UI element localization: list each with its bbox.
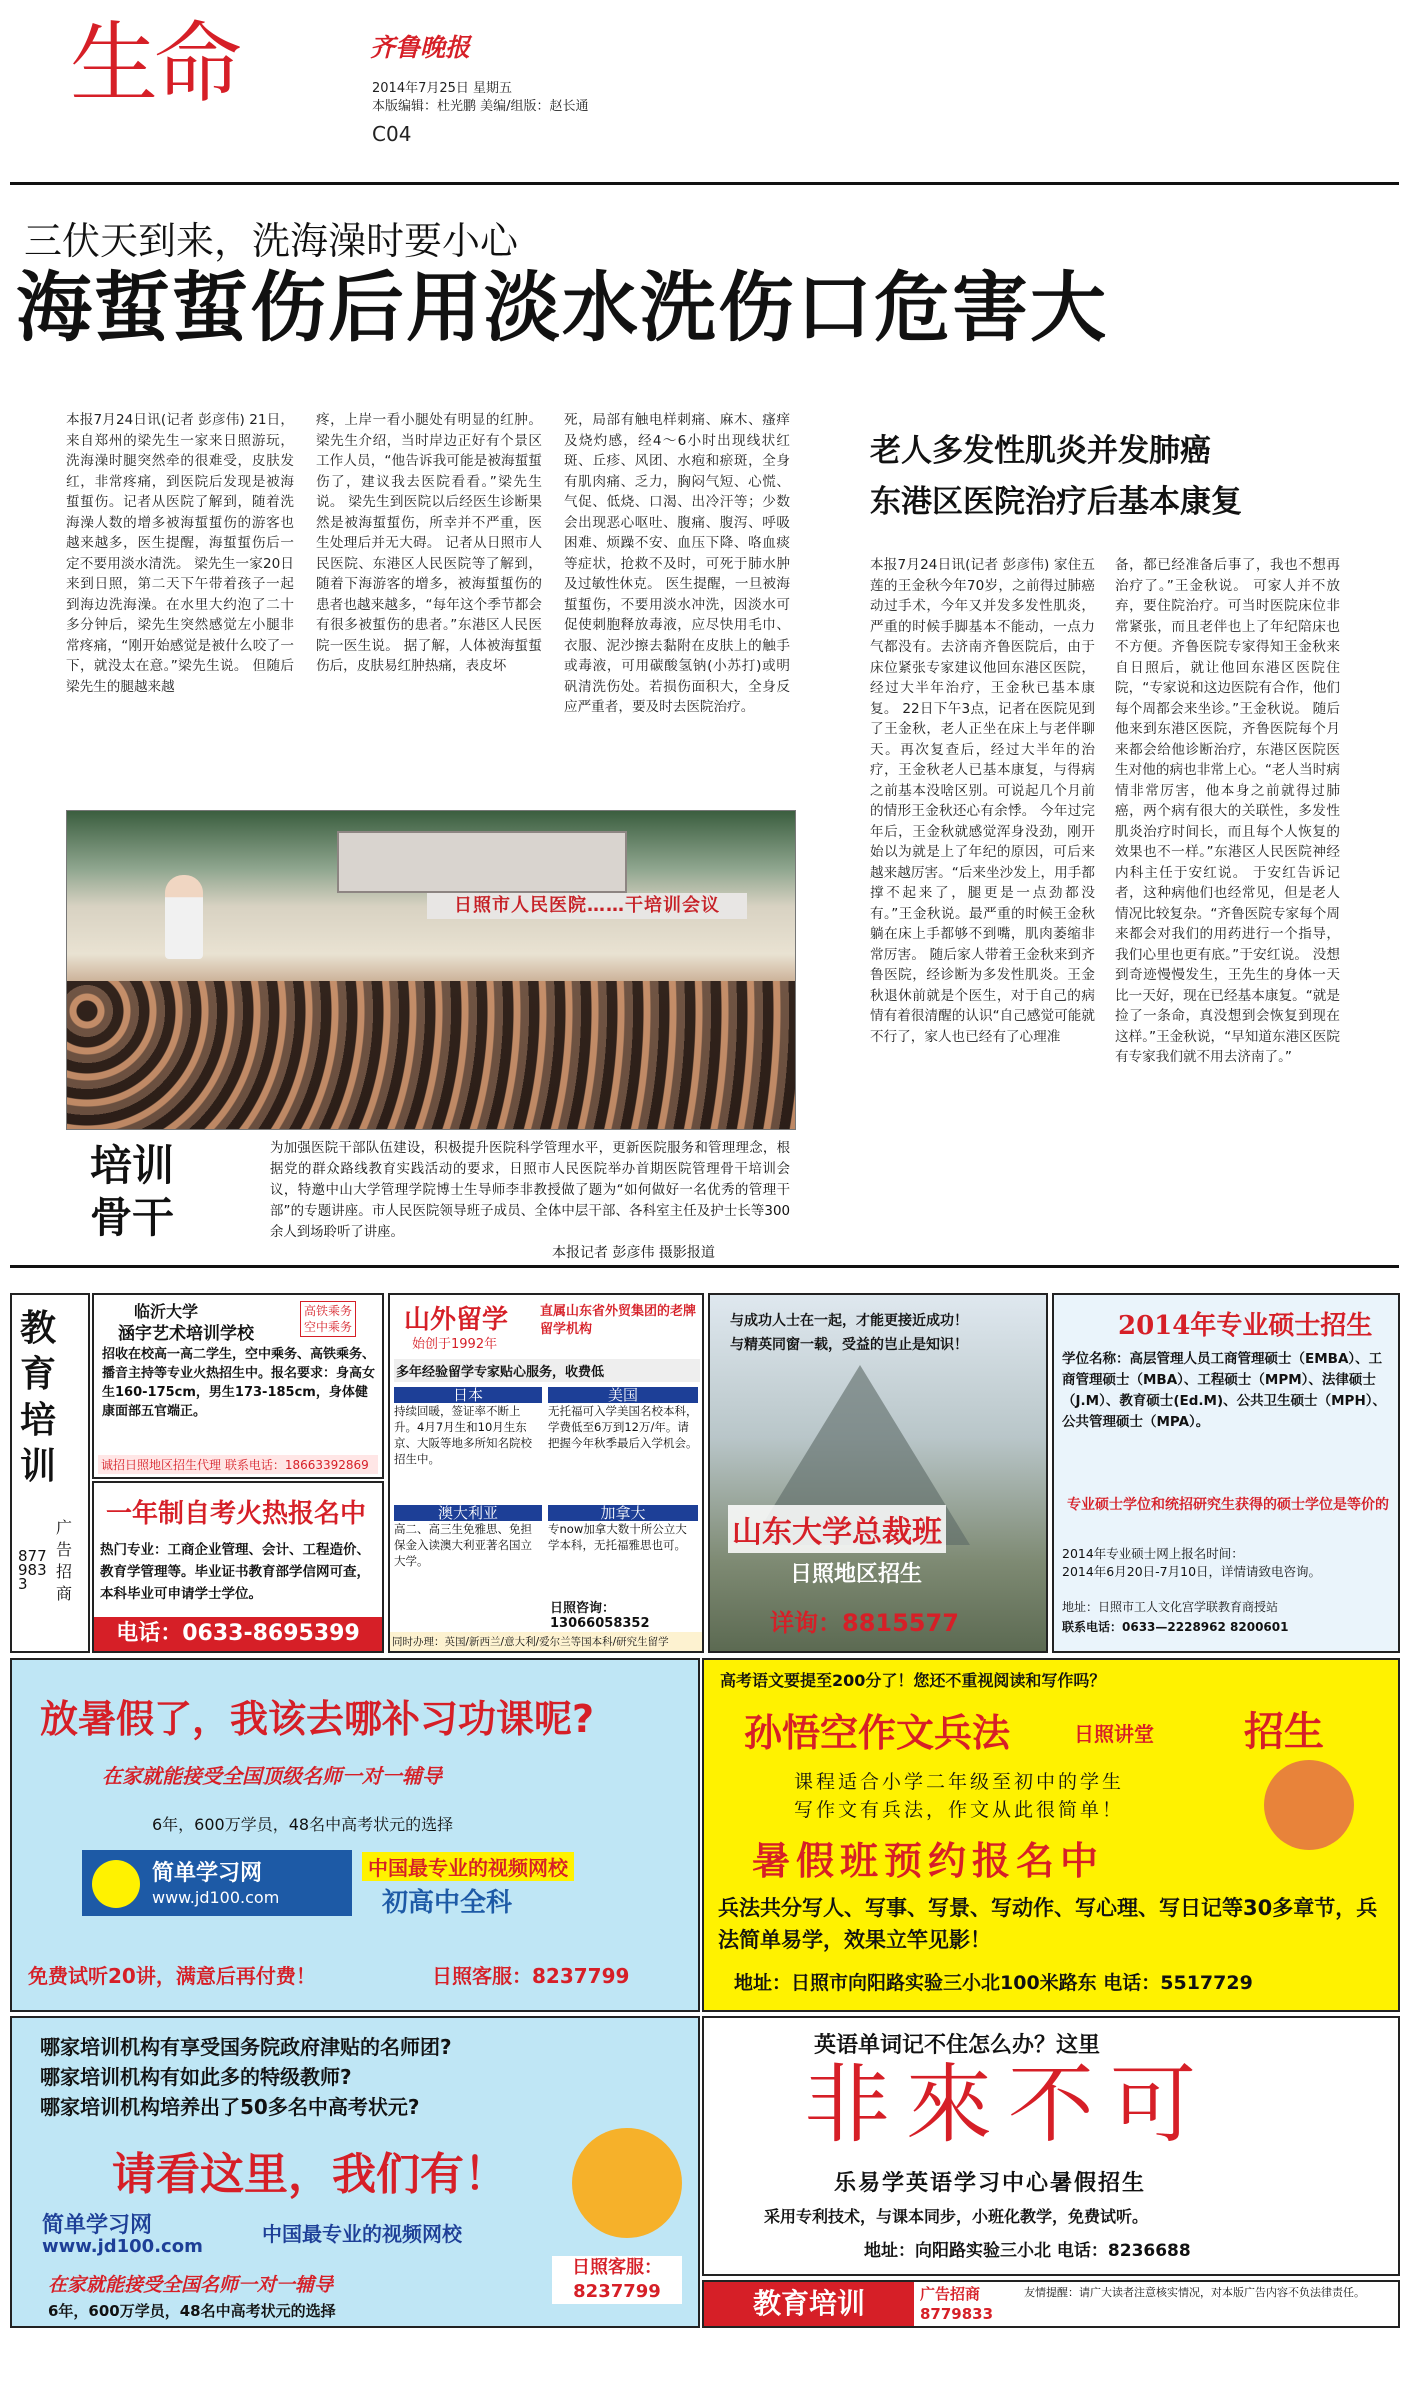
lead-headline: 海蜇蜇伤后用淡水洗伤口危害大 (16, 263, 1108, 352)
study-slogan: 多年经验留学专家贴心服务，收费低 (394, 1359, 700, 1382)
edu-ad-call: 广告招商 (56, 1518, 73, 1603)
footer-notice: 友情提醒：请广大读者注意核实情况，对本版广告内容不负法律责任。 (1024, 2286, 1365, 2299)
ad-separator-rule (10, 1265, 1399, 1268)
linyi-tag-1: 高铁乘务 (304, 1304, 353, 1318)
jd2-question-2: 哪家培训机构有如此多的特级教师? (40, 2065, 352, 2089)
linyi-contact: 诚招日照地区招生代理 联系电话：18663392869 (98, 1455, 378, 1474)
study-title: 山外留学 (404, 1305, 509, 1335)
study-canada-text: 专now加拿大数十所公立大学本科，无托福雅思也可。 (548, 1522, 687, 1552)
master-phone: 联系电话：0633—2228962 8200601 (1062, 1620, 1289, 1634)
lead-kicker: 三伏天到来，洗海澡时要小心 (24, 219, 519, 263)
jd2-phone-box (552, 2256, 682, 2304)
audience (67, 981, 796, 1129)
side-headline-2: 东港区医院治疗后基本康复 (870, 484, 1242, 520)
study-japan-label: 日本 (394, 1387, 542, 1403)
jd2-phone: 8237799 (573, 2281, 661, 2302)
sun-body (794, 1768, 1124, 1824)
study-australia-text: 高二、高三生免雅思、免担保金入读澳大利亚著名国立大学。 (394, 1522, 532, 1568)
editor-line: 本版编辑：杜光鹏 美编/组版：赵长通 (372, 99, 589, 114)
photo-credit: 本报记者 彭彦伟 摄影报道 (552, 1245, 715, 1261)
jd1-brand: 简单学习网 (152, 1861, 263, 1886)
study-abroad-ad (388, 1293, 704, 1653)
jd1-foot-2: 日照客服：8237799 (432, 1964, 630, 1988)
cartoon-bear-icon (572, 2128, 682, 2238)
master-body: 学位名称：高层管理人员工商管理硕士（EMBA）、工商管理硕士（MBA）、工程硕士（MPM）、法律硕士（J.M）、教育硕士(Ed.M)、公共卫生硕士（MPH）、公共管理硕士（MPA）。 (1062, 1351, 1386, 1430)
study-usa (548, 1387, 698, 1495)
side-column-2: 备，都已经准备后事了，我也不想再治疗了。”王金秋说。 可家人并不放弃，要住院治疗。可当时医院床位非常紧张，而且老伴也上了年纪陪床也不方便。齐鲁医院专家得知王金秋来自日照后，就让他回东港区医院住院，“专家说和这边医院有合作，他们每个周都会来坐诊。”王金秋说。 随后他来到东港区医院，齐鲁医院每个月来都会给他诊断治疗，东港区医院医生对他的病也非常上心。“老人当时病情非常厉害，他本身之前就得过肺癌，两个病有很大的关联性，多发性肌炎治疗时间长，而且每个人恢复的效果也不一样。”东港区人民医院神经内科主任于安红说。 于安红告诉记者，这种病他们也经常见，但是老人情况比较复杂。“齐鲁医院专家每个周来都会对我们的用药进行一个指导，我们心里也更有底。”于安红说。 没想到奇迹慢慢发生，王先生的身体一天比一天好，现在已经基本康复。“就是捡了一条命，真没想到会恢复到现在这样。”王金秋说，“早知道东港区医院有专家我们就不用去济南了。” (1115, 557, 1340, 1065)
jd2-question-1: 哪家培训机构有享受国务院政府津贴的名师团? (40, 2035, 452, 2059)
sun-body-2: 写作文有兵法，作文从此很简单！ (794, 1799, 1125, 1821)
date-line: 2014年7月25日 星期五 (372, 81, 513, 96)
date-editor-info (372, 80, 589, 116)
photo-caption: 为加强医院干部队伍建设，积极提升医院科学管理水平，更新医院服务和管理理念，根据党的群众路线教育实践活动的要求，日照市人民医院举办首期医院管理骨干培训会议，特邀中山大学管理学院博士生导师李非教授做了题为“如何做好一名优秀的管理干部”的专题讲座。市人民医院领导班子成员、全体中层干部、各科室主任及护士长等300余人到场聆听了讲座。 (270, 1141, 790, 1240)
jd2-url: www.jd100.com (42, 2236, 203, 2257)
sun-top: 高考语文要提至200分了！您还不重视阅读和写作吗？ (720, 1671, 1106, 1690)
linyi-tag-2: 空中乘务 (304, 1320, 353, 1334)
linyi-ad (92, 1293, 384, 1479)
master-date-2: 2014年6月20日-7月10日，详情请致电咨询。 (1062, 1564, 1322, 1579)
master-contact (1062, 1597, 1394, 1637)
study-canada-label: 加拿大 (548, 1505, 698, 1521)
jd2-brand: 简单学习网 (42, 2213, 153, 2238)
jd1-slogan-2: 初高中全科 (382, 1888, 513, 1918)
study-foot: 同时办理：英国/新西兰/意大利/爱尔兰等国本科/研究生留学 (390, 1632, 702, 1651)
jd1-slogan-1: 中国最专业的视频网校 (362, 1852, 574, 1881)
feilai-addr: 地址：向阳路实验三小北 电话：8236688 (864, 2241, 1191, 2261)
jd2-question-3: 哪家培训机构培养出了50多名中高考状元? (40, 2095, 420, 2119)
master-addr: 地址：日照市工人文化宫学联教育商授站 (1062, 1600, 1279, 1614)
linyi-title-2: 涵宇艺术培训学校 (118, 1324, 254, 1344)
page-number: C04 (372, 122, 412, 146)
jd1-title: 放暑假了，我该去哪补习功课呢? (40, 1697, 595, 1741)
jd1-stats: 6年，600万学员，48名中高考状元的选择 (152, 1815, 454, 1834)
caption-title-line-1: 培训 (90, 1141, 175, 1190)
newspaper-logo: 齐鲁晚报 (370, 33, 471, 62)
linyi-title-1: 临沂大学 (134, 1302, 199, 1321)
master-title: 2014年专业硕士招生 (1118, 1311, 1373, 1341)
side-headline-1: 老人多发性肌炎并发肺癌 (870, 433, 1211, 469)
jd2-title: 请看这里，我们有！ (112, 2149, 508, 2200)
sun-detail: 兵法共分写人、写事、写景、写动作、写心理、写日记等30多章节，兵法简单易学，效果立竿见影！ (718, 1896, 1378, 1952)
footer-call-label: 广告招商 (920, 2285, 981, 2303)
conference-photo (66, 810, 796, 1130)
lead-column-3: 死，局部有触电样刺痛、麻木、瘙痒及烧灼感，经4～6小时出现线状红斑、丘疹、风团、水疱和瘀斑，全身有肌肉痛、乏力，胸闷气短、心慌、气促、低烧、口渴、出冷汗等；少数会出现恶心呕吐、腹痛、腹泻、呼吸困难、烦躁不安、血压下降、咯血痰等症状，抢救不及时，可死于肺水肿及过敏性休克。 医生提醒，一旦被海蜇蜇伤，不要用淡水冲洗，因淡水可促使刺胞释放毒液，应尽快用毛巾、衣服、泥沙擦去黏附在皮肤上的触手或毒液，可用碳酸氢钠(小苏打)或明矾清洗伤处。若损伤面积大，全身反应严重者，要及时去医院治疗。 (564, 412, 790, 715)
study-australia-label: 澳大利亚 (394, 1505, 542, 1521)
jd100-ad-2 (10, 2016, 700, 2328)
sdu-ad (708, 1293, 1048, 1653)
section-title: 生命 (70, 12, 239, 115)
master-note: 专业硕士学位和统招研究生获得的硕士学位是等价的 (1067, 1497, 1389, 1513)
study-australia (394, 1505, 542, 1615)
footer-label: 教育培训 (704, 2282, 914, 2326)
study-canada (548, 1505, 698, 1595)
footer-phone: 8779833 (920, 2305, 994, 2323)
linyi-body: 招收在校高一高二学生，空中乘务、高铁乘务、播音主持等专业火热招生中。报名要求：身高女生160-175cm，男生173-185cm，身体健康面部五官端正。 (102, 1347, 376, 1419)
jd2-phone-label: 日照客服： (572, 2257, 662, 2278)
jd1-logo-icon (92, 1860, 140, 1908)
sun-tag: 日照讲堂 (1074, 1722, 1154, 1746)
master-dates (1062, 1545, 1394, 1581)
jd2-stats: 6年，600万学员，48名中高考状元的选择 (48, 2302, 336, 2320)
photo-caption-title (90, 1140, 174, 1244)
zikao-body: 热门专业：工商企业管理、会计、工程造价、教育学管理等。毕业证书教育部学信网可查，本科毕业可申请学士学位。 (100, 1542, 370, 1602)
zikao-title: 一年制自考火热报名中 (106, 1499, 367, 1529)
sun-recruit: 招生 (1244, 1709, 1324, 1755)
jd2-slogan: 中国最专业的视频网校 (262, 2222, 462, 2246)
study-japan-text: 持续回暖，签证率不断上升。4月7月生和10月生东京、大阪等地多所知名院校招生中。 (394, 1404, 532, 1466)
jd2-questions (40, 2032, 452, 2122)
side-column-1: 本报7月24日讯(记者 彭彦伟) 家住五莲的王金秋今年70岁，之前得过肺癌动过手术，今年又并发多发性肌炎，严重的时候手脚基本不能动，一点力气都没有。去济南齐鲁医院后，由于床位紧张专家建议他回东港区医院，经过大半年治疗，王金秋已基本康复。 22日下午3点，记者在医院见到了王金秋，老人正坐在床上与老伴聊天。再次复查后，经过大半年的治疗，王金秋老人已基本康复，与得病之前基本没啥区别。可说起几个月前的情形王金秋还心有余悸。 今年过完年后，王金秋就感觉浑身没劲，刚开始以为就是上了年纪的原因，可后来越来越厉害。“后来坐沙发上，用手都撑不起来了，腿更是一点劲都没有。”王金秋说。最严重的时候王金秋躺在床上手都够不到嘴，肌肉萎缩非常厉害。 随后家人带着王金秋来到齐鲁医院，经诊断为多发性肌炎。王金秋退休前就是个医生，对于自己的病情有着很清醒的认识“自己感觉可能就不行了，家人也已经有了心理准 (870, 557, 1095, 1045)
master-ad (1052, 1293, 1400, 1653)
jd1-url: www.jd100.com (152, 1888, 280, 1907)
sunwukong-ad (702, 1658, 1400, 2012)
photo-banner: 日照市人民医院……干培训会议 (427, 893, 747, 919)
edu-ad-phone: 8779833 (18, 1547, 47, 1593)
jd2-sub: 在家就能接受全国名师一对一辅导 (48, 2274, 334, 2296)
sdu-title: 山东大学总裁班 (728, 1505, 946, 1553)
jd1-sub: 在家就能接受全国顶级名师一对一辅导 (102, 1764, 442, 1788)
study-agent: 直属山东省外贸集团的老牌留学机构 (540, 1304, 697, 1337)
sun-addr: 地址：日照市向阳路实验三小北100米路东 电话：5517729 (734, 1972, 1253, 1994)
sdu-top-2: 与精英同窗一载，受益的岂止是知识！ (730, 1337, 968, 1353)
sdu-phone: 详询：8815577 (770, 1609, 959, 1637)
zikao-ad (92, 1481, 384, 1653)
speaker-figure (165, 875, 203, 959)
sdu-top-1: 与成功人士在一起，才能更接近成功！ (730, 1313, 968, 1329)
linyi-tags (300, 1301, 356, 1337)
jd1-brand-box (82, 1850, 352, 1916)
sun-title: 孙悟空作文兵法 (744, 1710, 1011, 1755)
study-japan (394, 1387, 542, 1495)
edu-sidebar-box (10, 1293, 90, 1653)
study-since: 始创于1992年 (412, 1337, 498, 1352)
feilai-sub: 乐易学英语学习中心暑假招生 (834, 2171, 1147, 2196)
feilai-detail: 采用专利技术，与课本同步，小班化教学，免费试听。 (764, 2207, 1149, 2226)
footer-ad-bar (702, 2280, 1400, 2328)
projector-screen (337, 831, 627, 893)
feilai-ad (702, 2016, 1400, 2276)
sun-summer: 暑假班预约报名中 (752, 1839, 1105, 1883)
study-usa-label: 美国 (548, 1387, 698, 1403)
lead-column-1: 本报7月24日讯(记者 彭彦伟) 21日，来自郑州的梁先生一家来日照游玩，洗海澡时腿突然牵的很难受，皮肤发红，非常疼痛，到医院后发现是被海蜇蜇伤。记者从医院了解到，随着洗海澡人数的增多被海蜇蜇伤的游客也越来越多，医生提醒，海蜇蜇伤后一定不要用淡水清洗。 梁先生一家20日来到日照，第二天下午带着孩子一起到海边洗海澡。在水里大约泡了二十多分钟后，梁先生突然感觉左小腿非常疼痛，“刚开始感觉是被什么咬了一下，就没太在意。”梁先生说。 但随后梁先生的腿越来越 (66, 412, 294, 695)
sun-body-1: 课程适合小学二年级至初中的学生 (794, 1771, 1125, 1793)
edu-label: 教育培训 (19, 1307, 56, 1487)
top-rule (10, 182, 1399, 185)
jd100-ad-1 (10, 1658, 700, 2012)
caption-title-line-2: 骨干 (90, 1193, 175, 1242)
footer-call (920, 2284, 993, 2324)
zikao-phone: 电话：0633-8695399 (94, 1617, 382, 1651)
lead-column-2: 疼，上岸一看小腿处有明显的红肿。梁先生介绍，当时岸边正好有个景区工作人员，“他告诉我可能是被海蜇蜇伤了，建议我去医院看看。”梁先生说。 梁先生到医院以后经医生诊断果然是被海蜇蜇伤，所幸并不严重，医生处理后并无大碍。 记者从日照市人民医院、东港区人民医院等了解到，随着下海游客的增多，被海蜇蜇伤的患者也越来越多，“每年这个季节都会有很多被蜇伤的患者。”东港区人民医院一医生说。 据了解，人体被海蜇蜇伤后，皮肤易红肿热痛，表皮坏 (316, 412, 542, 674)
sdu-sub: 日照地区招生 (790, 1562, 923, 1587)
study-phone: 日照咨询：13066058352 (550, 1601, 650, 1631)
sdu-top (730, 1309, 968, 1357)
monkey-mascot-icon (1264, 1760, 1354, 1850)
study-usa-text: 无托福可入学美国名校本科，学费低至6万到12万/年。请把握今年秋季最后入学机会。 (548, 1404, 698, 1450)
master-date-1: 2014年专业硕士网上报名时间： (1062, 1546, 1244, 1561)
feilai-top: 英语单词记不住怎么办？这里 (814, 2033, 1101, 2058)
feilai-title: 非來不可 (804, 2055, 1212, 2155)
jd1-foot-1: 免费试听20讲，满意后再付费！ (28, 1964, 316, 1988)
